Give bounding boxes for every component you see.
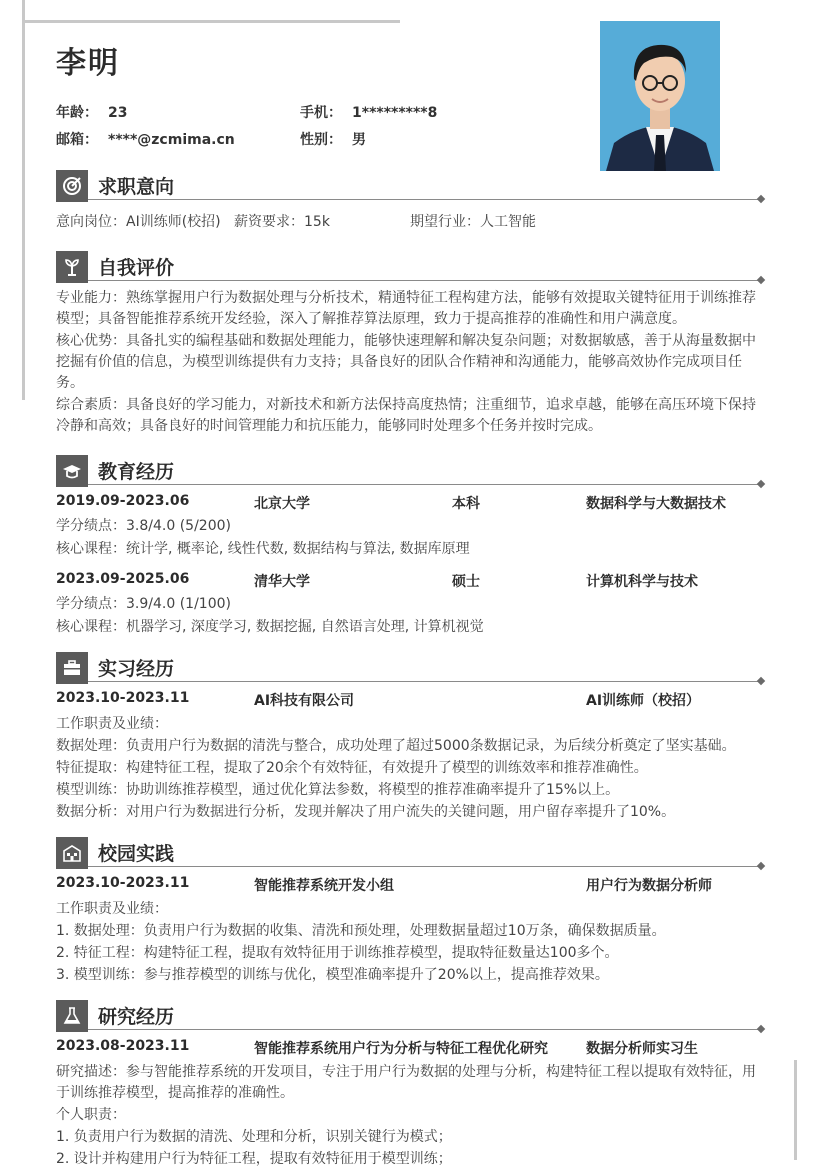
building-icon [56, 837, 88, 869]
research-header [56, 1038, 764, 1059]
intern-line: 数据分析：对用户行为数据进行分析，发现并解决了用户流失的关键问题，用户留存率提升了10%。 [56, 804, 676, 820]
self-eval-professional: 专业能力：熟练掌握用户行为数据处理与分析技术，精通特征工程构建方法，能够有效提取关键特征用于训练推荐模型；具备智能推荐系统开发经验，深入了解推荐算法原理，致力于提高推荐的准确性和用户满意度。 [56, 290, 756, 327]
section-divider [88, 866, 758, 867]
self-eval-advantage: 核心优势：具备扎实的编程基础和数据处理能力，能够快速理解和解决复杂问题；对数据敏感，善于从海量数据中挖掘有价值的信息，为模型训练提供有力支持；具备良好的团队合作精神和沟通能力，能够高效协作完成项目任务。 [56, 333, 756, 391]
intern-line: 特征提取：构建特征工程，提取了20余个有效特征，有效提升了模型的训练效率和推荐准确性。 [56, 760, 648, 776]
campus-period: 2023.10-2023.11 [56, 875, 190, 891]
self-eval-quality: 综合素质：具备良好的学习能力，对新技术和新方法保持高度热情；注重细节，追求卓越，能够在高压环境下保持冷静和高效；具备良好的时间管理能力和抗压能力，能够同时处理多个任务并按时完成。 [56, 397, 756, 434]
gender-label: 性别： [300, 132, 342, 148]
campus-line: 3. 模型训练：参与推荐模型的训练与优化，模型准确率提升了20%以上，提高推荐效果。 [56, 967, 609, 983]
age-label: 年龄： [56, 105, 98, 121]
edu-period: 2019.09-2023.06 [56, 493, 190, 509]
flask-icon [56, 1000, 88, 1032]
decorative-left-line [22, 0, 25, 400]
intern-period: 2023.10-2023.11 [56, 690, 190, 706]
email-info [56, 129, 235, 149]
candidate-name: 李明 [56, 46, 120, 81]
section-divider [88, 280, 758, 281]
research-project: 智能推荐系统用户行为分析与特征工程优化研究 [254, 1041, 548, 1057]
phone-label: 手机： [300, 105, 342, 121]
diamond-icon [757, 1025, 765, 1033]
age-info [56, 102, 127, 122]
edu-degree: 硕士 [452, 574, 480, 590]
section-title: 教育经历 [98, 461, 175, 483]
intern-line: 模型训练：协助训练推荐模型，通过优化算法参数，将模型的推荐准确率提升了15%以上。 [56, 782, 620, 798]
edu-school: 清华大学 [254, 574, 310, 590]
section-research [56, 1000, 764, 1032]
diamond-icon [757, 862, 765, 870]
gender-info [300, 129, 366, 149]
decorative-top-line [22, 20, 400, 23]
edu-gpa: 学分绩点：3.8/4.0 (5/200) [56, 518, 231, 534]
campus-line: 2. 特征工程：构建特征工程，提取有效特征用于训练推荐模型，提取特征数量达100多个。 [56, 945, 619, 961]
edu-courses: 核心课程：机器学习, 深度学习, 数据挖掘, 自然语言处理, 计算机视觉 [56, 619, 484, 635]
edu-degree: 本科 [452, 496, 480, 512]
education-entry-1 [56, 493, 764, 514]
research-role: 数据分析师实习生 [586, 1041, 698, 1057]
email-value: ****@zcmima.cn [108, 132, 235, 148]
research-details [56, 1062, 766, 1171]
edu-courses: 核心课程：统计学, 概率论, 线性代数, 数据结构与算法, 数据库原理 [56, 541, 470, 557]
intern-line: 数据处理：负责用户行为数据的清洗与整合，成功处理了超过5000条数据记录，为后续分析奠定了坚实基础。 [56, 738, 736, 754]
internship-header [56, 690, 764, 711]
section-divider [88, 681, 758, 682]
research-line: 2. 设计并构建用户行为特征工程，提取有效特征用于模型训练； [56, 1151, 452, 1167]
diamond-icon [757, 677, 765, 685]
phone-value: 1*********8 [352, 105, 438, 121]
self-evaluation-text [56, 288, 766, 438]
intent-industry: 期望行业：人工智能 [410, 214, 536, 230]
intern-company: AI科技有限公司 [254, 693, 355, 709]
section-title: 研究经历 [98, 1006, 175, 1028]
section-title: 实习经历 [98, 658, 175, 680]
edu-gpa: 学分绩点：3.9/4.0 (1/100) [56, 596, 231, 612]
section-campus-practice [56, 837, 764, 869]
diamond-icon [757, 276, 765, 284]
campus-role: 用户行为数据分析师 [586, 878, 712, 894]
intern-role: AI训练师（校招） [586, 693, 701, 709]
research-description: 研究描述：参与智能推荐系统的开发项目，专注于用户行为数据的处理与分析，构建特征工程以提取有效特征，用于训练推荐模型，提高推荐的准确性。 [56, 1064, 756, 1101]
briefcase-icon [56, 652, 88, 684]
edu-major: 数据科学与大数据技术 [586, 496, 726, 512]
edu-school: 北京大学 [254, 496, 310, 512]
campus-line: 1. 数据处理：负责用户行为数据的收集、清洗和预处理，处理数据量超过10万条，确保数据质量。 [56, 923, 666, 939]
campus-header [56, 875, 764, 896]
edu-period: 2023.09-2025.06 [56, 571, 190, 587]
diamond-icon [757, 195, 765, 203]
target-icon [56, 170, 88, 202]
profile-photo [600, 21, 720, 171]
research-line: 1. 负责用户行为数据的清洗、处理和分析，识别关键行为模式； [56, 1129, 452, 1145]
seedling-icon [56, 251, 88, 283]
campus-details [56, 899, 766, 987]
section-self-evaluation [56, 251, 764, 283]
age-value: 23 [108, 105, 128, 121]
intent-position: 意向岗位：AI训练师(校招) [56, 214, 221, 230]
phone-info [300, 102, 437, 122]
edu-major: 计算机科学与技术 [586, 574, 698, 590]
intent-salary: 薪资要求：15k [234, 214, 330, 230]
section-divider [88, 199, 758, 200]
email-label: 邮箱： [56, 132, 98, 148]
graduation-cap-icon [56, 455, 88, 487]
internship-details [56, 714, 766, 824]
campus-line: 工作职责及业绩： [56, 901, 168, 917]
section-job-intent [56, 170, 764, 202]
research-period: 2023.08-2023.11 [56, 1038, 190, 1054]
section-education [56, 455, 764, 487]
section-divider [88, 484, 758, 485]
section-title: 求职意向 [98, 176, 175, 198]
intern-line: 工作职责及业绩： [56, 716, 168, 732]
diamond-icon [757, 480, 765, 488]
section-internship [56, 652, 764, 684]
decorative-right-line [794, 1060, 797, 1160]
campus-org: 智能推荐系统开发小组 [254, 878, 394, 894]
section-title: 校园实践 [98, 843, 175, 865]
education-entry-2 [56, 571, 764, 592]
research-duty-label: 个人职责： [56, 1107, 126, 1123]
section-title: 自我评价 [98, 257, 175, 279]
gender-value: 男 [352, 132, 366, 148]
section-divider [88, 1029, 758, 1030]
